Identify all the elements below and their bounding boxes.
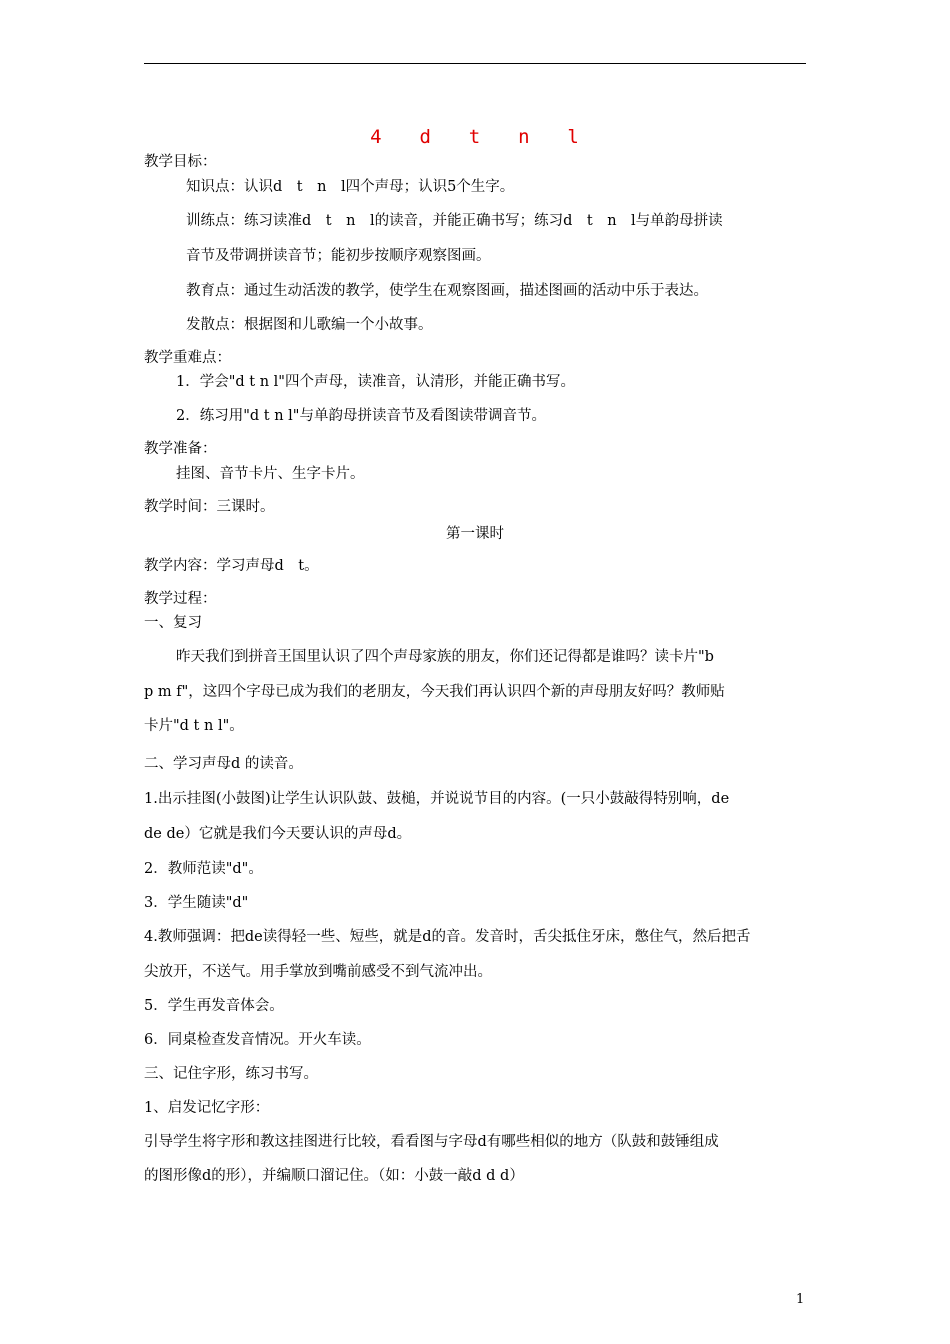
paragraph: 尖放开，不送气。用手掌放到嘴前感受不到气流冲出。 [144, 964, 492, 980]
list-item: 1．学会"d t n l"四个声母，读准音，认清形，并能正确书写。 [176, 374, 575, 390]
paragraph: 引导学生将字形和教这挂图进行比较，看看图与字母d有哪些相似的地方（队鼓和鼓锤组成 [144, 1134, 719, 1150]
paragraph: 训练点：练习读准d t n l的读音，并能正确书写；练习d t n l与单韵母拼读 [186, 213, 723, 229]
list-item: 2．练习用"d t n l"与单韵母拼读音节及看图读带调音节。 [176, 408, 546, 424]
paragraph: 卡片"d t n l"。 [144, 718, 244, 734]
subheading: 二、学习声母d 的读音。 [144, 756, 303, 772]
list-item: 3．学生随读"d" [144, 895, 249, 911]
header-rule [144, 63, 806, 64]
subheading: 一、复习 [144, 615, 202, 631]
heading-time: 教学时间：三课时。 [144, 499, 275, 515]
paragraph: 音节及带调拼读音节；能初步按顺序观察图画。 [186, 248, 491, 264]
paragraph: de de）它就是我们今天要认识的声母d。 [144, 826, 412, 842]
list-item: 6．同桌检查发音情况。开火车读。 [144, 1032, 371, 1048]
paragraph: 挂图、音节卡片、生字卡片。 [176, 466, 365, 482]
list-item: 1、启发记忆字形： [144, 1100, 270, 1116]
paragraph: p m f"，这四个字母已成为我们的老朋友，今天我们再认识四个新的声母朋友好吗？教师贴 [144, 684, 725, 700]
paragraph: 发散点：根据图和儿歌编一个小故事。 [186, 317, 433, 333]
paragraph: 知识点：认识d t n l四个声母；认识5个生字。 [186, 179, 515, 195]
document-title: 4 d t n l [370, 126, 580, 148]
subheading: 三、记住字形，练习书写。 [144, 1066, 318, 1082]
page-number: 1 [796, 1292, 805, 1307]
heading-content: 教学内容：学习声母d t。 [144, 558, 319, 574]
paragraph: 1.出示挂图(小鼓图)让学生认识队鼓、鼓槌，并说说节目的内容。(一只小鼓敲得特别响，de [144, 791, 730, 807]
paragraph: 教育点：通过生动活泼的教学，使学生在观察图画，描述图画的活动中乐于表达。 [186, 283, 708, 299]
heading-objectives: 教学目标： [144, 154, 217, 170]
paragraph: 昨天我们到拼音王国里认识了四个声母家族的朋友，你们还记得都是谁吗？读卡片"b [176, 649, 714, 665]
section-title: 第一课时 [446, 526, 504, 542]
list-item: 5．学生再发音体会。 [144, 998, 284, 1014]
heading-process: 教学过程： [144, 591, 217, 607]
heading-preparation: 教学准备： [144, 441, 217, 457]
paragraph: 的图形像d的形），并编顺口溜记住。（如：小鼓一敲d d d） [144, 1168, 524, 1184]
heading-key-points: 教学重难点： [144, 350, 231, 366]
paragraph: 4.教师强调：把de读得轻一些、短些，就是d的音。发音时，舌尖抵住牙床，憋住气，然后把舌 [144, 929, 751, 945]
list-item: 2．教师范读"d"。 [144, 861, 263, 877]
